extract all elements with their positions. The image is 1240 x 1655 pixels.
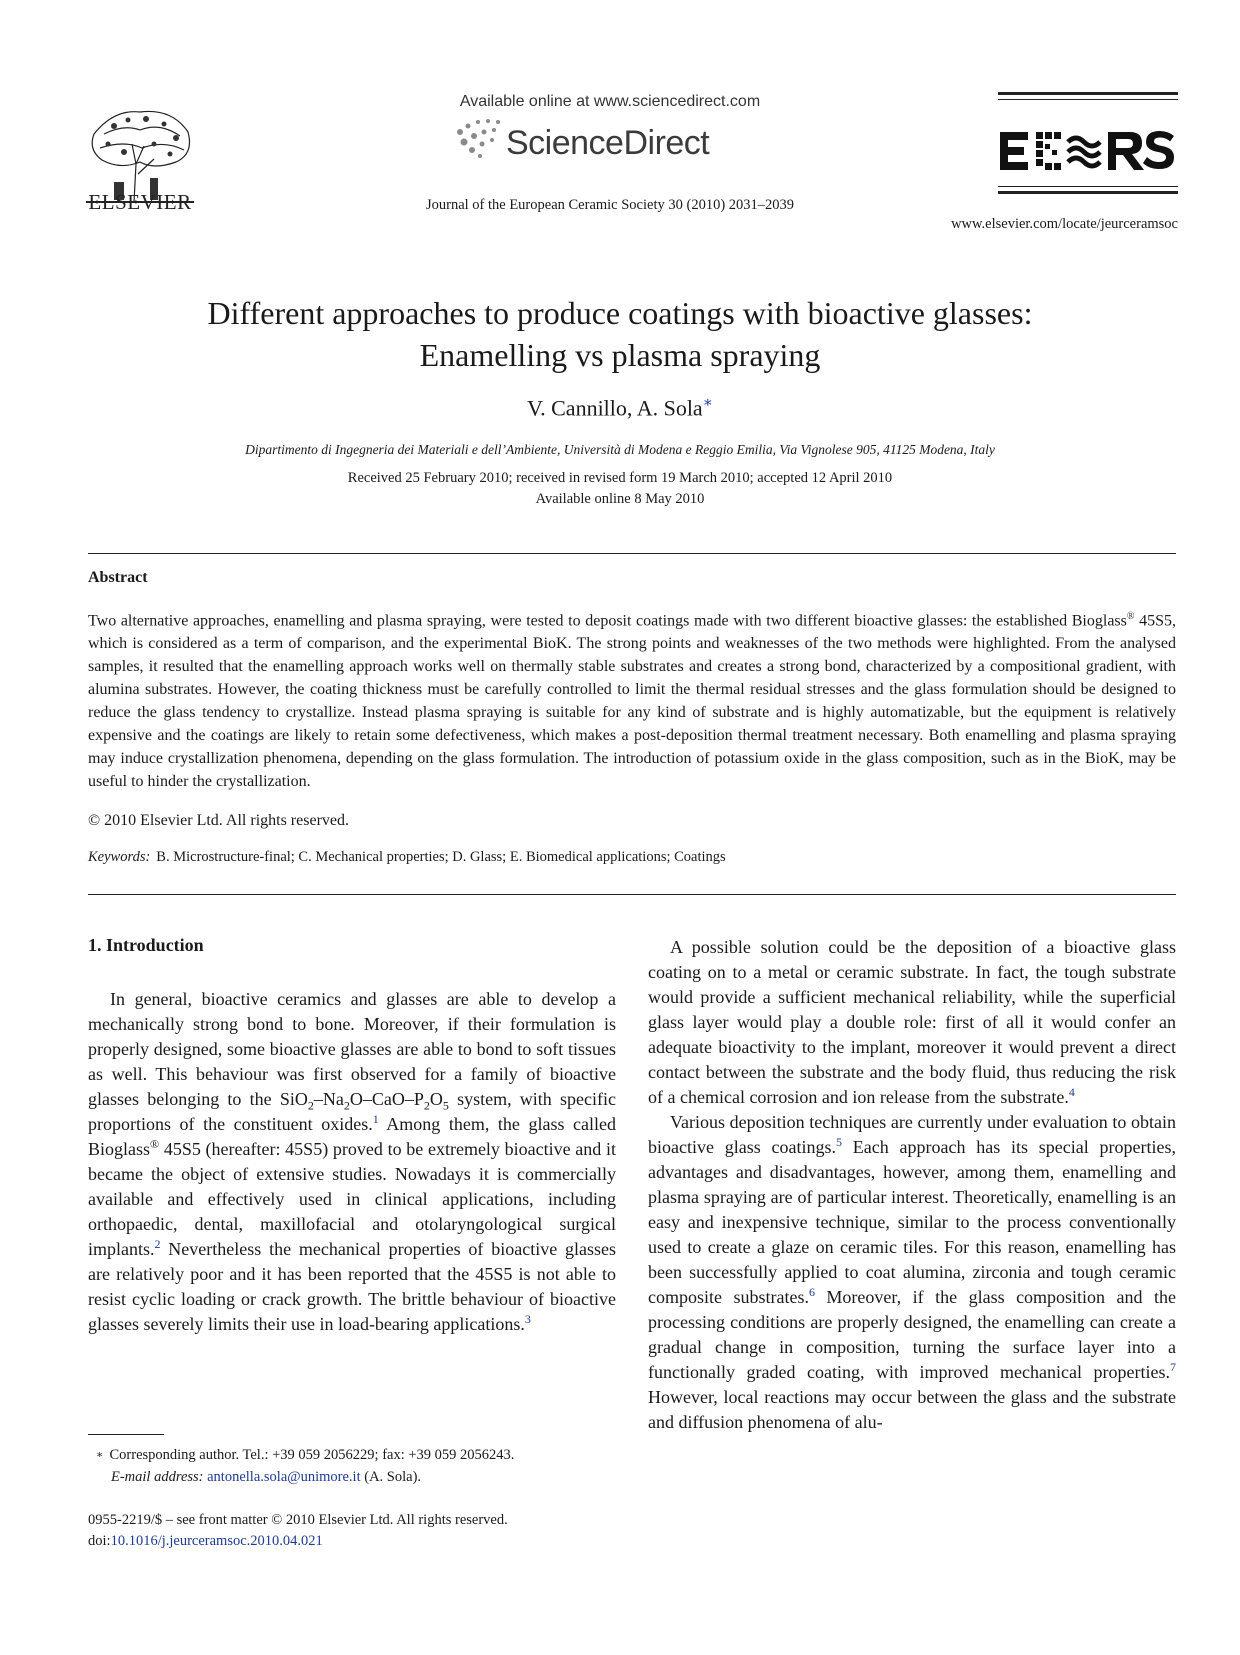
keywords-label: Keywords: <box>88 849 151 865</box>
article-dates <box>120 468 1120 510</box>
email-line: E-mail address: antonella.sola@unimore.it (A. Sola). <box>111 1469 422 1485</box>
section-heading-introduction: 1. Introduction <box>88 935 204 955</box>
sciencedirect-wordmark: ScienceDirect <box>506 124 710 162</box>
title-line-2: Enamelling vs plasma spraying <box>419 337 821 373</box>
article-title <box>120 292 1120 376</box>
affiliation: Dipartimento di Ingegneria dei Materiali e dell’Ambiente, Università di Modena e Reggio Emilia, Via Vignolese 905, 41125 Modena, Italy <box>245 442 995 457</box>
doi-link[interactable]: 10.1016/j.jeurceramsoc.2010.04.021 <box>110 1533 323 1549</box>
ecers-rule-bottom-thin <box>998 186 1178 187</box>
available-date: Available online 8 May 2010 <box>535 491 705 507</box>
footnote <box>88 1444 648 1488</box>
ref-link-6[interactable]: 6 <box>808 1285 815 1299</box>
ref-link-7[interactable]: 7 <box>1170 1360 1176 1374</box>
ecers-rule-top <box>998 92 1178 95</box>
corresponding-author-note: ∗ Corresponding author. Tel.: +39 059 2056229; fax: +39 059 2056243. <box>96 1447 515 1463</box>
ref-link-1[interactable]: 1 <box>372 1112 379 1126</box>
ref-link-2[interactable]: 2 <box>154 1237 161 1251</box>
author-names: V. Cannillo, A. Sola <box>527 395 703 421</box>
keywords-list: B. Microstructure-final; C. Mechanical properties; D. Glass; E. Biomedical applications; Coatings <box>156 849 726 865</box>
publisher-name: ELSEVIER <box>88 190 192 214</box>
abstract-top-rule <box>88 553 1176 554</box>
intro-paragraph-1: In general, bioactive ceramics and glasses are able to develop a mechanically strong bond to bone. Moreover, if their formulation is properly designed, some bioactive glasses are able to bond to soft tissues as well. This behaviour was first observed for a family of bioactive glasses belonging to the $SiO_2-Na_2O-CaO-P_2O_5$ system, with specific proportions of the constituent oxides.$^1$ Among them, the glass called Bioglass® 45S5 (hereafter: 45S5) proved to be extremely bioactive and it became the object of extensive studies. Nowadays it is commercially available and effectively used in clinical applications, including orthopaedic, dental, maxillofacial and otolaryngological surgical implants.$^2$ Nevertheless the mechanical properties of bioactive glasses are relatively poor and it has been reported that the 45S5 is not able to resist cyclic loading or crack growth. The brittle behaviour of bioactive glasses severely limits their use in load-bearing applications.$^3$ <box>88 989 616 1334</box>
ref-link-3[interactable]: 3 <box>524 1312 531 1326</box>
abstract-copyright: © 2010 Elsevier Ltd. All rights reserved. <box>88 812 349 829</box>
abstract-text: Two alternative approaches, enamelling and plasma spraying, were tested to deposit coatings made with two different bioactive glasses: the established Bioglass® 45S5, which is considered as a term of comparison, and the experimental BioK. The strong points and weaknesses of the two methods were highlighted. From the analysed samples, it resulted that the enamelling approach works well on thermally stable substrates and creates a strong bond, characterized by a compositional gradient, with alumina substrates. However, the coating thickness must be carefully controlled to limit the thermal residual stresses and the glass formulation should be designed to reduce the glass tendency to crystallize. Instead plasma spraying is suitable for any kind of substrate and is highly automatizable, but the equipment is relatively expensive and the coatings are likely to retain some defectiveness, which makes a post-deposition thermal treatment necessary. Both enamelling and plasma spraying may induce crystallization phenomena, depending on the glass formulation. The introduction of potassium oxide in the glass composition, such as in the BioK, may be useful to hinder the crystallization. <box>88 611 1176 791</box>
received-dates: Received 25 February 2010; received in revised form 19 March 2010; accepted 12 April 2010 <box>347 470 893 486</box>
journal-url: www.elsevier.com/locate/jeurceramsoc <box>951 216 1178 232</box>
right-column <box>648 935 1176 1435</box>
footnote-rule <box>88 1434 164 1435</box>
ecers-logo <box>998 126 1178 176</box>
abstract-heading: Abstract <box>88 569 148 586</box>
available-online-text: Available online at www.sciencedirect.com <box>459 93 761 110</box>
left-column <box>88 987 616 1337</box>
email-link[interactable]: antonella.sola@unimore.it <box>207 1469 361 1485</box>
journal-citation: Journal of the European Ceramic Society 30 (2010) 2031–2039 <box>425 197 795 213</box>
intro-paragraph-3: Various deposition techniques are currently under evaluation to obtain bioactive glass coatings.$^5$ Each approach has its special properties, advantages and disadvantages, however, among them, enamelling and plasma spraying are of particular interest. Theoretically, enamelling is an easy and inexpensive technique, similar to the process conventionally used to create a glaze on ceramic tiles. For this reason, enamelling has been successfully applied to coat alumina, zirconia and tough ceramic composite substrates.$^6$ Moreover, if the glass composition and the processing conditions are properly designed, the enamelling can create a gradual change in composition, turning the surface layer into a functionally graded coating, with improved mechanical properties.$^7$ However, local reactions may occur between the glass and the substrate and diffusion phenomena of alu- <box>648 1112 1176 1432</box>
ecers-rule-bottom <box>998 191 1178 194</box>
intro-paragraph-2: A possible solution could be the deposition of a bioactive glass coating on to a metal or ceramic substrate. In fact, the tough substrate would provide a sufficient mechanical reliability, while the superficial glass layer would play a double role: first of all it would confer an adequate bioactivity to the implant, moreover it would prevent a direct contact between the substrate and the body fluid, thus reducing the risk of a chemical corrosion and ion release from the substrate.$^4$ <box>648 937 1176 1107</box>
ecers-rule-top-thin <box>998 99 1178 100</box>
ref-link-5[interactable]: 5 <box>836 1135 842 1149</box>
sciencedirect-dots-icon <box>456 118 504 162</box>
ref-link-4[interactable]: 4 <box>1068 1085 1075 1099</box>
abstract-bottom-rule <box>88 894 1176 895</box>
authors <box>120 393 1120 421</box>
issn-doi <box>88 1510 648 1552</box>
keywords <box>88 849 1176 866</box>
corresponding-author-link[interactable]: ∗ <box>702 395 713 411</box>
issn-line: 0955-2219/$ – see front matter © 2010 Elsevier Ltd. All rights reserved. <box>88 1512 508 1528</box>
doi-line: doi:10.1016/j.jeurceramsoc.2010.04.021 <box>88 1533 323 1549</box>
title-line-1: Different approaches to produce coatings with bioactive glasses: <box>207 295 1033 331</box>
